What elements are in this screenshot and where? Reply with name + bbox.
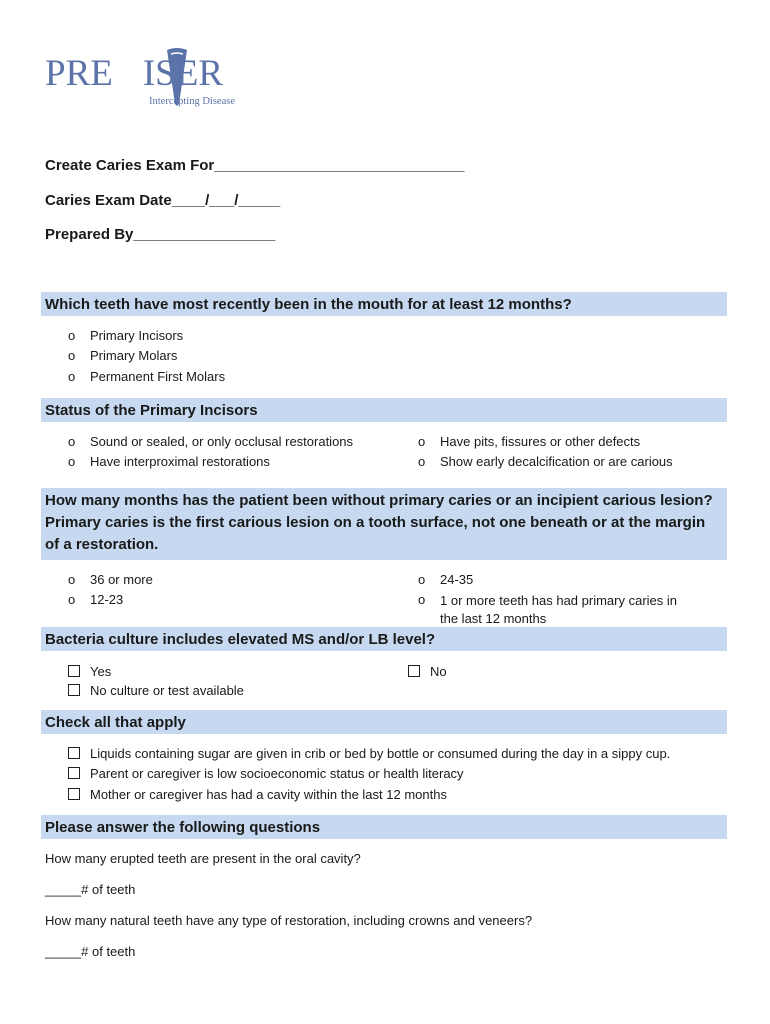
answer-questions-header: Please answer the following questions	[41, 815, 727, 839]
radio-interproximal[interactable]: o Have interproximal restorations	[68, 454, 270, 469]
months-question-header: How many months has the patient been without primary caries or an incipient carious lesion? Primary caries is the first carious lesion on a tooth surface, not one beneath or at the margin of a restoration.	[41, 488, 727, 560]
checkbox-caregiver-cavity[interactable]: Mother or caregiver has had a cavity within the last 12 months	[68, 787, 447, 803]
radio-sound-or-sealed[interactable]: o Sound or sealed, or only occlusal restorations	[68, 434, 354, 449]
checkbox-icon	[68, 767, 80, 779]
checkbox-yes[interactable]: Yes	[68, 664, 111, 680]
erupted-teeth-question: How many erupted teeth are present in the oral cavity?	[45, 851, 361, 866]
logo-tagline: Intercepting Disease	[149, 96, 236, 107]
radio-primary-molars[interactable]: o Primary Molars	[68, 348, 178, 363]
bacteria-question-header: Bacteria culture includes elevated MS and/or LB level?	[41, 627, 727, 651]
radio-permanent-first-molars[interactable]: o Permanent First Molars	[68, 369, 226, 384]
radio-24-35[interactable]: o 24-35	[418, 572, 474, 587]
radio-12-23[interactable]: o 12-23	[68, 592, 124, 607]
restored-teeth-answer[interactable]: _____# of teeth	[45, 944, 136, 959]
checkbox-liquids-sugar[interactable]: Liquids containing sugar are given in crib or bed by bottle or consumed during the day in a sippy cup.	[68, 746, 670, 762]
checkbox-icon	[68, 747, 80, 759]
erupted-teeth-answer[interactable]: _____# of teeth	[45, 882, 136, 897]
create-exam-for-field[interactable]: Create Caries Exam For______________________________	[45, 157, 465, 174]
checkbox-low-socioeconomic[interactable]: Parent or caregiver is low socioeconomic status or health literacy	[68, 766, 464, 782]
radio-decalcification[interactable]: o Show early decalcification or are carious	[418, 454, 673, 469]
checkbox-no-culture[interactable]: No culture or test available	[68, 683, 244, 699]
exam-date-field[interactable]: Caries Exam Date____/___/_____	[45, 192, 281, 209]
prepared-by-field[interactable]: Prepared By_________________	[45, 226, 276, 243]
checkbox-icon	[68, 788, 80, 800]
check-all-header: Check all that apply	[41, 710, 727, 734]
restored-teeth-question: How many natural teeth have any type of restoration, including crowns and veneers?	[45, 913, 533, 928]
teeth-question-header: Which teeth have most recently been in the mouth for at least 12 months?	[41, 292, 727, 316]
checkbox-icon	[408, 665, 420, 677]
radio-36-or-more[interactable]: o 36 or more	[68, 572, 153, 587]
radio-primary-incisors[interactable]: o Primary Incisors	[68, 328, 184, 343]
checkbox-icon	[68, 665, 80, 677]
previser-logo: PRE ISER Intercepting Disease	[45, 44, 245, 114]
checkbox-no[interactable]: No	[408, 664, 447, 680]
radio-primary-caries-last-12[interactable]: o 1 or more teeth has had primary caries in the last 12 months	[418, 592, 677, 626]
checkbox-icon	[68, 684, 80, 696]
incisors-status-header: Status of the Primary Incisors	[41, 398, 727, 422]
radio-pits-fissures[interactable]: o Have pits, fissures or other defects	[418, 434, 641, 449]
